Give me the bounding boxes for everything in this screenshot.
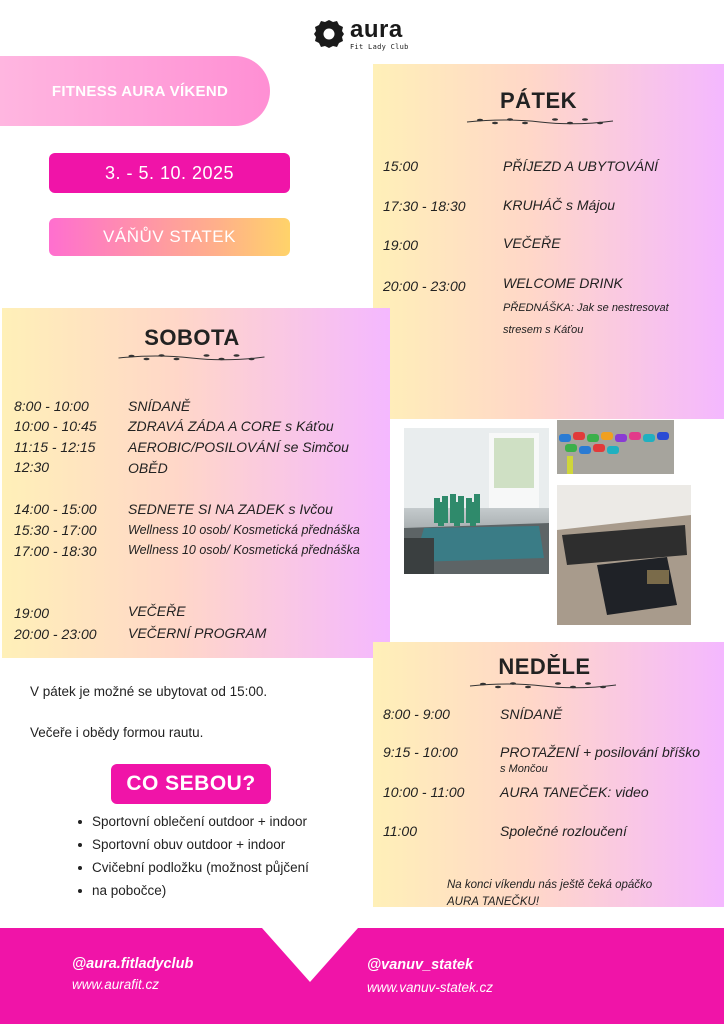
event-dates: 3. - 5. 10. 2025 <box>104 162 235 183</box>
sobota-activity-3: AEROBIC/POSILOVÁNÍ se Simčou <box>128 439 349 455</box>
sobota-activity-8: VEČEŘE <box>128 603 186 619</box>
sobota-time-4: 12:30 <box>14 459 50 475</box>
nedele-panel <box>373 642 724 907</box>
patek-activity-3: VEČEŘE <box>503 235 561 251</box>
footer-right-url[interactable]: www.vanuv-statek.cz <box>367 980 494 995</box>
patek-lecture-line2: stresem s Káťou <box>503 324 584 336</box>
nedele-footnote <box>447 877 707 911</box>
nedele-time-1: 8:00 - 9:00 <box>383 706 450 722</box>
event-title: FITNESS AURA VÍKEND <box>51 82 229 100</box>
patek-activity-1: PŘÍJEZD A UBYTOVÁNÍ <box>503 158 659 174</box>
patek-activity-4: WELCOME DRINK <box>503 275 623 291</box>
vine-divider-icon <box>468 680 618 690</box>
sobota-time-9: 20:00 - 23:00 <box>14 626 97 642</box>
list-item-continuation: na pobočce) <box>78 879 348 902</box>
brand-logo <box>314 14 424 54</box>
list-item: Cvičební podložku (možnost půjčení <box>78 856 348 879</box>
nedele-time-3: 10:00 - 11:00 <box>383 784 465 800</box>
sobota-time-7: 17:00 - 18:30 <box>14 543 97 559</box>
sobota-time-8: 19:00 <box>14 605 50 621</box>
footnote-line1: Na konci víkendu nás ještě čeká opáčko <box>447 879 653 891</box>
patek-time-1: 15:00 <box>383 158 419 174</box>
patek-activity-2: KRUHÁČ s Májou <box>503 197 616 213</box>
patek-heading: PÁTEK <box>499 88 578 113</box>
sobota-activity-9: VEČERNÍ PROGRAM <box>128 625 267 641</box>
footer-right-handle[interactable]: @vanuv_statek <box>367 957 474 973</box>
logo-name: aura <box>350 15 403 43</box>
co-sebou-title: CO SEBOU? <box>126 772 256 795</box>
footer <box>0 928 724 1024</box>
patek-lecture-line1: PŘEDNÁŠKA: Jak se nestresovat <box>503 302 669 314</box>
info-meals: Večeře i obědy formou rautu. <box>30 725 204 740</box>
photo-colorful-mats <box>557 420 674 474</box>
place-badge <box>49 218 290 256</box>
vine-divider-icon <box>465 116 615 126</box>
list-item: Sportovní obuv outdoor + indoor <box>78 833 348 856</box>
photo-bottles-on-table <box>404 428 549 574</box>
patek-time-4: 20:00 - 23:00 <box>383 278 466 294</box>
vine-divider-icon <box>114 352 269 362</box>
footer-background <box>0 928 724 1024</box>
nedele-heading: NEDĚLE <box>498 654 591 679</box>
footer-left-url[interactable]: www.aurafit.cz <box>72 977 160 992</box>
logo-subtitle: Fit Lady Club <box>350 42 409 51</box>
sobota-time-2: 10:00 - 10:45 <box>14 418 97 434</box>
nedele-time-2: 9:15 - 10:00 <box>383 744 458 760</box>
sobota-activity-5: SEDNETE SI NA ZADEK s Ivčou <box>128 501 333 517</box>
nedele-activity-4: Společné rozloučení <box>500 823 627 839</box>
patek-time-3: 19:00 <box>383 237 419 253</box>
patek-panel <box>373 64 724 419</box>
date-badge <box>49 153 290 193</box>
footer-left-handle[interactable]: @aura.fitladyclub <box>72 956 194 972</box>
event-title-banner <box>0 56 270 126</box>
nedele-activity-3: AURA TANEČEK: video <box>500 784 649 800</box>
sobota-time-1: 8:00 - 10:00 <box>14 398 89 414</box>
sobota-activity-7: Wellness 10 osob/ Kosmetická přednáška <box>128 543 360 557</box>
nedele-time-4: 11:00 <box>383 823 417 839</box>
footnote-line2: AURA TANEČKU! <box>447 896 540 908</box>
sobota-activity-1: SNÍDANĚ <box>128 398 191 414</box>
nedele-activity-2-note: s Mončou <box>500 763 548 775</box>
nedele-activity-2: PROTAŽENÍ + posilování bříško <box>500 744 701 760</box>
patek-time-2: 17:30 - 18:30 <box>383 198 466 214</box>
sobota-time-3: 11:15 - 12:15 <box>14 439 96 455</box>
sobota-time-6: 15:30 - 17:00 <box>14 522 97 538</box>
sobota-activity-2: ZDRAVÁ ZÁDA A CORE s Káťou <box>128 418 334 434</box>
info-accommodation: V pátek je možné se ubytovat od 15:00. <box>30 684 268 699</box>
event-place: VÁŇŮV STATEK <box>103 227 236 246</box>
photo-room-with-clothes <box>557 485 691 625</box>
sobota-activity-4: OBĚD <box>128 460 168 476</box>
sobota-heading: SOBOTA <box>144 325 240 350</box>
nedele-activity-1: SNÍDANĚ <box>500 706 563 722</box>
sobota-activity-6: Wellness 10 osob/ Kosmetická přednáška <box>128 523 360 537</box>
sobota-time-5: 14:00 - 15:00 <box>14 501 97 517</box>
aura-logo-icon <box>314 19 344 49</box>
co-sebou-badge <box>111 764 271 804</box>
sobota-panel <box>2 308 390 658</box>
list-item: Sportovní oblečení outdoor + indoor <box>78 810 348 833</box>
packing-list <box>78 810 348 902</box>
